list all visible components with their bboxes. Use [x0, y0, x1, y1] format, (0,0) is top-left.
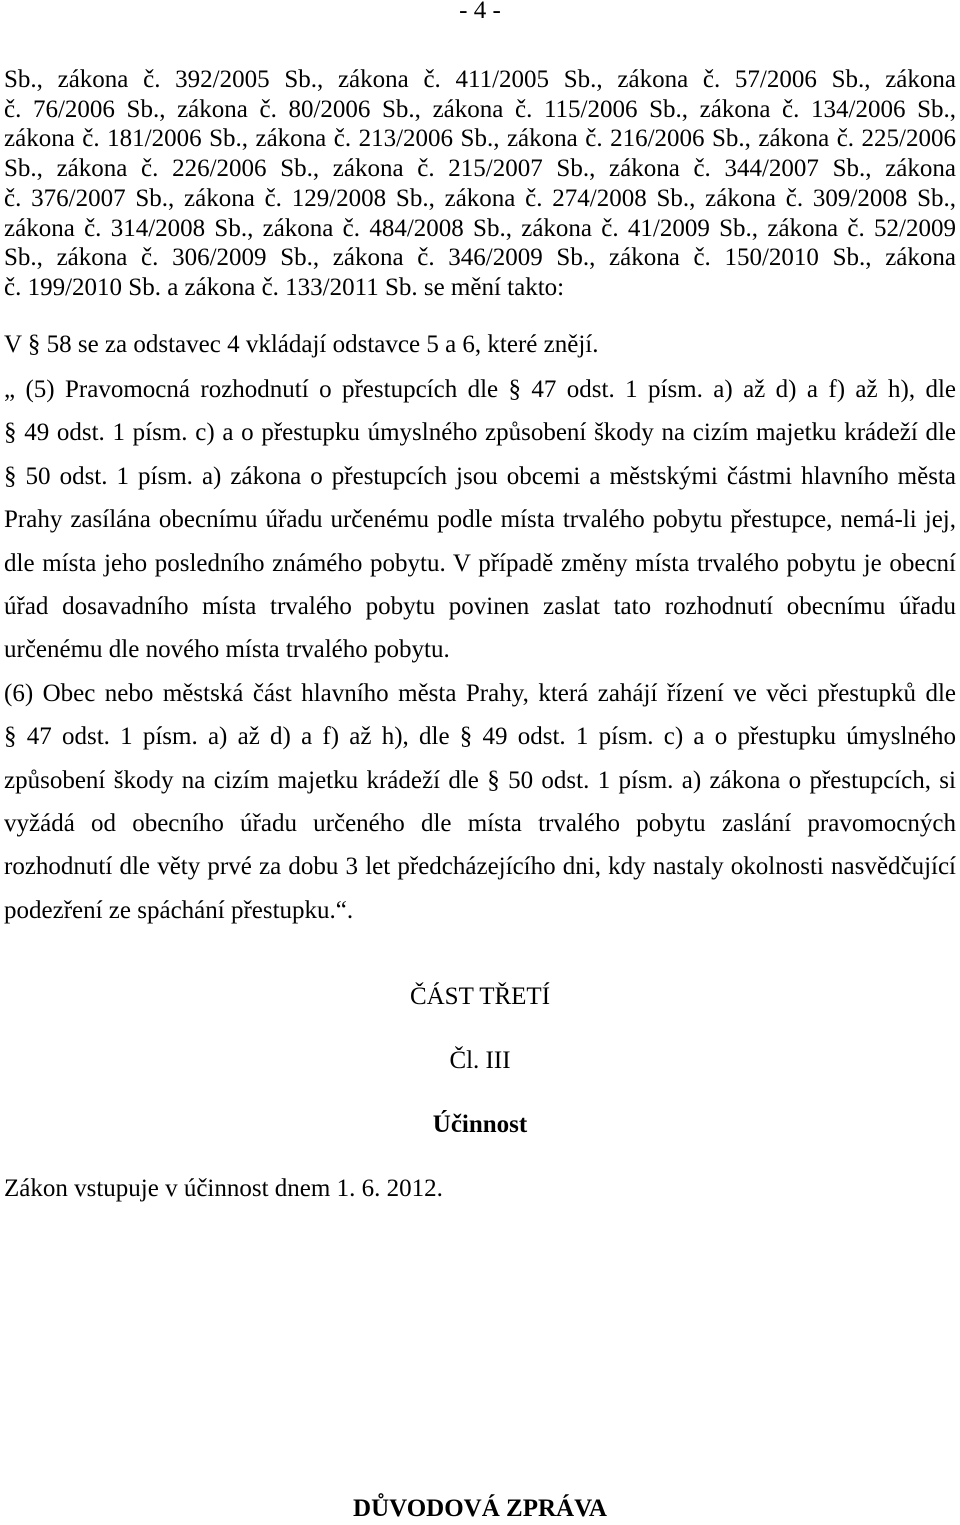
- text-line: určenému dle nového místa trvalého pobytu.: [4, 636, 450, 664]
- text-line: zákona č. 314/2008 Sb., zákona č. 484/2008 Sb., zákona č. 41/2009 Sb., zákona č. 52/2009: [4, 214, 956, 242]
- inserted-provisions: [4, 368, 956, 932]
- text-line: Sb., zákona č. 226/2006 Sb., zákona č. 215/2007 Sb., zákona č. 344/2007 Sb., zákona: [4, 155, 956, 183]
- text-line: rozhodnutí dle věty prvé za dobu 3 let předcházejícího dni, kdy nastaly okolnosti nasvědčující: [4, 853, 956, 881]
- text-line: § 50 odst. 1 písm. a) zákona o přestupcích jsou obcemi a městskými částmi hlavního města: [4, 462, 956, 490]
- text-line: Prahy zasílána obecnímu úřadu určenému podle místa trvalého pobytu přestupce, nemá-li jej,: [4, 506, 956, 534]
- article-number: Čl. III: [449, 1047, 511, 1074]
- article-title: Účinnost: [432, 1111, 528, 1138]
- paragraph-6: [4, 672, 956, 932]
- text-line: úřad dosavadního místa trvalého pobytu povinen zaslat tato rozhodnutí obecnímu úřadu: [4, 593, 956, 621]
- text-line: způsobení škody na cizím majetku krádeží dle § 50 odst. 1 písm. a) zákona o přestupcích, si: [4, 766, 956, 794]
- text-line: dle místa jeho posledního známého pobytu. V případě změny místa trvalého pobytu je obecní: [4, 549, 956, 577]
- text-line: podezření ze spáchání přestupku.“.: [4, 896, 354, 924]
- text-line: § 49 odst. 1 písm. c) a o přestupku úmyslného způsobení škody na cizím majetku krádeží dle: [4, 419, 956, 447]
- effective-date-text: Zákon vstupuje v účinnost dnem 1. 6. 2012.: [4, 1175, 443, 1202]
- text-line: § 47 odst. 1 písm. a) až d) a f) až h), dle § 49 odst. 1 písm. c) a o přestupku úmyslného: [4, 723, 956, 751]
- part-heading: ČÁST TŘETÍ: [409, 983, 551, 1010]
- paragraph-5: [4, 368, 956, 672]
- text-line: „ (5) Pravomocná rozhodnutí o přestupcích dle § 47 odst. 1 písm. a) až d) a f) až h), dle: [4, 376, 956, 403]
- text-line: (6) Obec nebo městská část hlavního města Prahy, která zahájí řízení ve věci přestupků dle: [4, 679, 956, 707]
- page-number: - 4 -: [459, 0, 501, 24]
- text-line: č. 376/2007 Sb., zákona č. 129/2008 Sb., zákona č. 274/2008 Sb., zákona č. 309/2008 Sb.,: [4, 184, 956, 212]
- explanatory-report-heading: DŮVODOVÁ ZPRÁVA: [353, 1495, 607, 1522]
- text-line: vyžádá od obecního úřadu určeného dle místa trvalého pobytu zaslání pravomocných: [4, 810, 956, 838]
- text-line: Sb., zákona č. 306/2009 Sb., zákona č. 346/2009 Sb., zákona č. 150/2010 Sb., zákona: [4, 244, 956, 272]
- amendment-list-paragraph: [4, 65, 956, 303]
- text-line: Sb., zákona č. 392/2005 Sb., zákona č. 411/2005 Sb., zákona č. 57/2006 Sb., zákona: [4, 66, 956, 93]
- text-line: č. 76/2006 Sb., zákona č. 80/2006 Sb., zákona č. 115/2006 Sb., zákona č. 134/2006 Sb.,: [4, 95, 956, 123]
- amendment-instruction: V § 58 se za odstavec 4 vkládají odstavce 5 a 6, které znějí.: [4, 331, 599, 358]
- text-line: zákona č. 181/2006 Sb., zákona č. 213/2006 Sb., zákona č. 216/2006 Sb., zákona č. 225/2006: [4, 125, 956, 153]
- text-line: č. 199/2010 Sb. a zákona č. 133/2011 Sb. se mění takto:: [4, 273, 565, 301]
